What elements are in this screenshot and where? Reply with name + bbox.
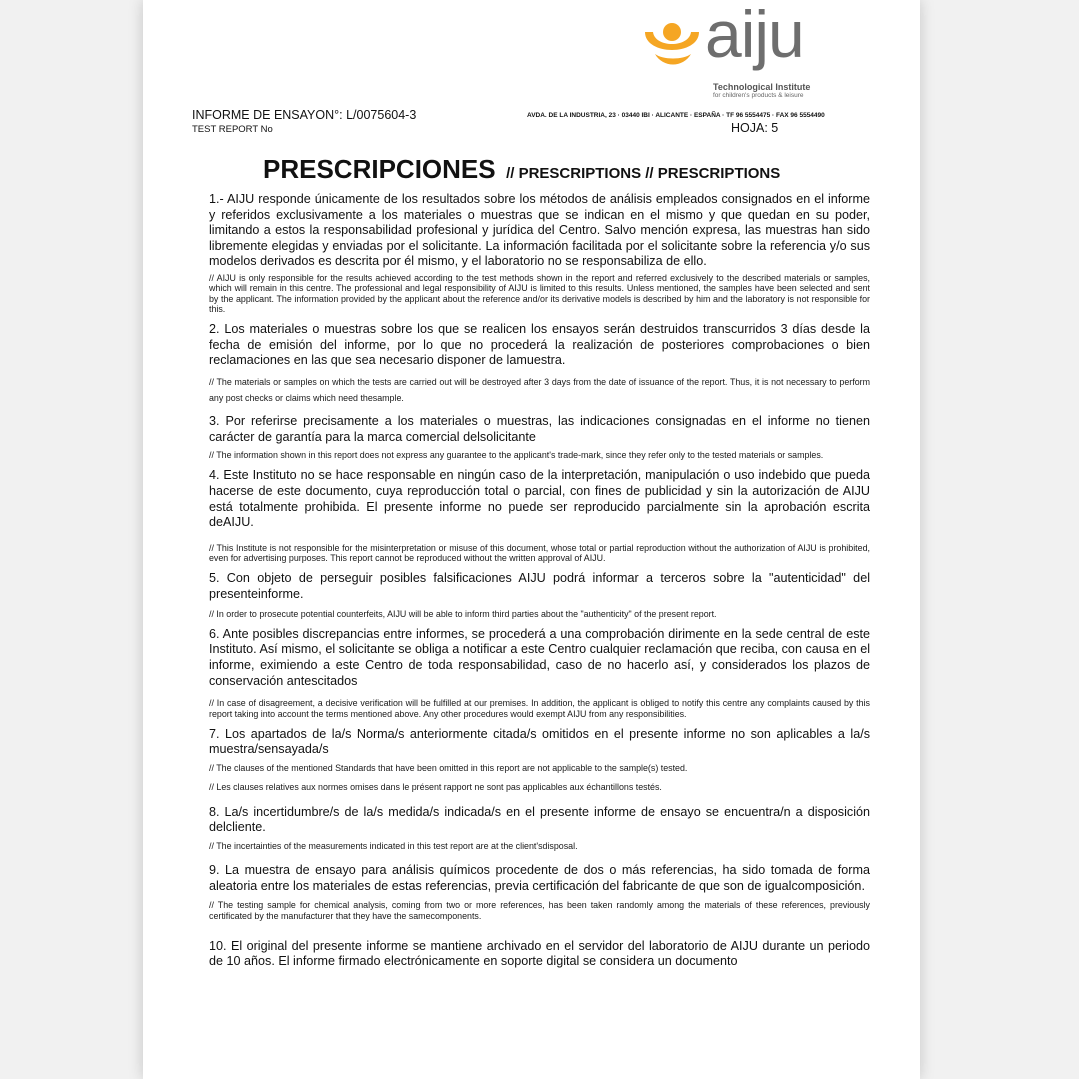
prescription-text-en: // The materials or samples on which the tests are carried out will be destroyed after 3 days from the date of issuance of the report. Thus, it is not necessary to perform any post checks or claims which need thesample. [209, 376, 870, 403]
prescription-item [209, 468, 870, 563]
prescription-text-es: 5. Con objeto de perseguir posibles falsificaciones AIJU podrá informar a terceros sobre la "autenticidad" del presenteinforme. [209, 571, 870, 601]
prescription-text-es: 7. Los apartados de la/s Norma/s anteriormente citada/s omitidos en el presente informe no son aplicables a la/s muestra/sensayada/s [209, 726, 870, 757]
prescription-item [209, 571, 870, 618]
report-number-label-en: TEST REPORT No [192, 124, 273, 135]
institute-address: AVDA. DE LA INDUSTRIA, 23 · 03440 IBI · ALICANTE · ESPAÑA · TF 96 5554475 · FAX 96 5554490 [527, 112, 825, 119]
prescription-item [209, 414, 870, 460]
prescription-text-es: 8. La/s incertidumbre/s de la/s medida/s indicada/s en el presente informe de ensayo se encuentra/n a disposición delcliente. [209, 804, 870, 835]
page-number: HOJA: 5 [731, 121, 779, 135]
prescription-item [209, 805, 870, 851]
prescriptions-list [209, 192, 870, 978]
prescription-text-en: // The testing sample for chemical analysis, coming from two or more references, has been taken randomly among the materials of these references, previously certificated by the manufacturer that they have the samecomponents. [209, 900, 870, 921]
prescription-text-en: // In case of disagreement, a decisive verification will be fulfilled at our premises. In addition, the applicant is obliged to notify this centre any complaints caused by this report taking into account the terms mentioned above. Any other procedures would exempt AIJU from any responsibilities. [209, 698, 870, 719]
page-title [263, 154, 780, 185]
aiju-logo [641, 0, 841, 102]
prescription-item [209, 322, 870, 406]
logo-tagline-secondary: for children's products & leisure [713, 92, 804, 99]
aiju-emblem-icon [641, 10, 705, 74]
prescription-item [209, 727, 870, 793]
logo-wordmark: aiju [705, 0, 804, 71]
prescription-item [209, 627, 870, 719]
report-number: INFORME DE ENSAYON°: L/0075604-3 [192, 108, 417, 122]
prescription-text-es: 3. Por referirse precisamente a los materiales o muestras, las indicaciones consignadas en el informe no tienen carácter de garantía para la marca comercial delsolicitante [209, 413, 870, 444]
prescription-text-es: 9. La muestra de ensayo para análisis químicos procedente de dos o más referencias, ha sido tomada de forma aleatoria entre los materiales de estas referencias, previa certificación del fabricante de que son de igualcomposición. [209, 863, 870, 893]
title-subtitle: // PRESCRIPTIONS // PRESCRIPTIONS [506, 165, 781, 182]
prescription-text-en: // The incertainties of the measurements indicated in this test report are at the client'sdisposal. [209, 840, 578, 851]
prescription-text-es: 1.- AIJU responde únicamente de los resultados sobre los métodos de análisis empleados consignados en el informe y referidos exclusivamente a los materiales o muestras que se indican en el mismo y que quedan en su poder, limitando a estos la responsabilidad profesional y jurídica del Centro. Salvo mención expresa, las muestras han sido libremente elegidas y enviadas por el solicitante. La información facilitada por el solicitante sobre la referencia y/o sus modelos derivados es descrita por él mismo, y el laboratorio no se responsabiliza de ello. [209, 192, 870, 269]
prescription-item [209, 192, 870, 314]
prescription-text-en: // The information shown in this report does not express any guarantee to the applicant's trade-mark, since they refer only to the tested materials or samples. [209, 450, 824, 461]
prescription-text-es: 2. Los materiales o muestras sobre los que se realicen los ensayos serán destruidos transcurridos 3 días desde la fecha de emisión del informe, por lo que no procederá la realización de posteriores comprobaciones o bien reclamaciones en las que sea necesario disponer de lamuestra. [209, 322, 870, 368]
prescription-text-en: // The clauses of the mentioned Standards that have been omitted in this report are not applicable to the sample(s) tested. [209, 763, 688, 774]
prescription-text-en: // In order to prosecute potential counterfeits, AIJU will be able to inform third parties about the "authenticity" of the present report. [209, 608, 717, 619]
document-page [143, 0, 920, 1079]
prescription-text-es: 4. Este Instituto no se hace responsable en ningún caso de la interpretación, manipulación o uso indebido que pueda hacerse de este documento, cuya reproducción total o parcial, con fines de publicidad y sin la autorización de AIJU está totalmente prohibida. El presente informe no puede ser reproducido parcialmente sin la aprobación escrita deAIJU. [209, 468, 870, 530]
prescription-text-es: 10. El original del presente informe se mantiene archivado en el servidor del laboratorio de AIJU durante un periodo de 10 años. El informe firmado electrónicamente en soporte digital se considera un documento [209, 938, 870, 969]
prescription-text-es: 6. Ante posibles discrepancias entre informes, se procederá a una comprobación dirimente en la sede central de este Instituto. Así mismo, el solicitante se obliga a notificar a este Centro cualquier reclamación que reciba, con causa en el informe, eximiendo a este Centro de toda responsabilidad, caso de no hacerlo así, y considerados los plazos de conservación antescitados [209, 626, 870, 688]
title-main: PRESCRIPCIONES [263, 154, 496, 184]
prescription-item [209, 863, 870, 921]
prescription-text-en: // This Institute is not responsible for the misinterpretation or misuse of this document, whose total or partial reproduction without the authorization of AIJU is prohibited, even for advertising purposes. This report cannot be reproduced without the written approval of AIJU. [209, 542, 870, 564]
prescription-text-en: // AIJU is only responsible for the results achieved according to the test methods shown in the report and referred exclusively to the described materials or samples, which will remain in this centre. The professional and legal responsibility of AIJU is limited to this results. Unless mentioned, the samples have been selected and sent by the applicant. The information provided by the applicant about the reference and/or its derivative models is described by him and the laboratory is not responsible for this. [209, 272, 870, 314]
logo-tagline: Technological Institute [713, 82, 811, 92]
prescription-item [209, 939, 870, 970]
prescription-text-fr: // Les clauses relatives aux normes omises dans le présent rapport ne sont pas applicables aux échantillons testés. [209, 782, 662, 793]
